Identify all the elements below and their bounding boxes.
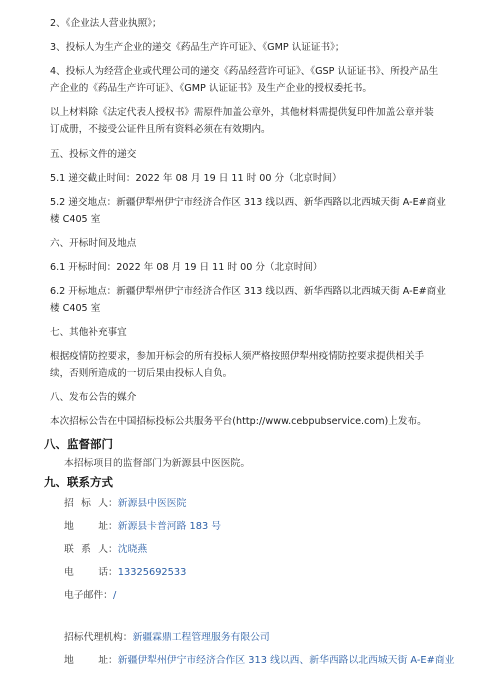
contact-email-row [64, 589, 116, 603]
supervision-heading: 八、监督部门 [44, 437, 113, 451]
colon: ： [108, 544, 118, 555]
email-value: / [112, 590, 117, 601]
agency-address-value: 新疆伊犁州伊宁市经济合作区 313 线以西、新华西路以北西城天街 A-E#商业 [117, 655, 455, 666]
address-value: 新源县卡普河路 183 号 [117, 521, 222, 532]
colon: ： [108, 498, 118, 509]
person-value: 沈晓燕 [117, 544, 148, 555]
text-line: 2、《企业法人营业执照》； [50, 18, 162, 29]
contact-phone-row [64, 566, 186, 580]
colon: ： [108, 567, 118, 578]
agency-value: 新疆霖鼎工程管理服务有限公司 [132, 632, 270, 643]
agency-address-label: 地址 [64, 655, 108, 666]
text-line: 4、投标人为经营企业或代理公司的递交《药品经营许可证》、《GSP 认证证书》、所投产品生 [50, 66, 439, 77]
section-title: 八、发布公告的媒介 [50, 392, 137, 403]
text-line: 5.1 递交截止时间：2022 年 08 月 19 日 11 时 00 分（北京时间） [50, 173, 342, 184]
text-line: 根据疫情防控要求，参加开标会的所有投标人须严格按照伊犁州疫情防控要求提供相关手 [50, 351, 425, 362]
text-line: 3、投标人为生产企业的递交《药品生产许可证》、《GMP 认证证书》； [50, 42, 345, 53]
bidder-value: 新源县中医医院 [117, 498, 187, 509]
text-line: 楼 C405 室 [50, 303, 101, 314]
colon: ： [108, 655, 118, 666]
colon: ： [108, 521, 118, 532]
text-line: 5.2 递交地点：新疆伊犁州伊宁市经济合作区 313 线以西、新华西路以北西城天街 A-E#商业 [50, 197, 446, 208]
supervision-text: 本招标项目的监督部门为新源县中医医院。 [64, 458, 251, 469]
text-line: 以上材料除《法定代表人授权书》需原件加盖公章外，其他材料需提供复印件加盖公章并装 [50, 107, 434, 118]
phone-value: 13325692533 [117, 567, 187, 578]
text-line: 6.2 开标地点：新疆伊犁州伊宁市经济合作区 313 线以西、新华西路以北西城天街 A-E#商业 [50, 286, 446, 297]
text-line: 续，否则所造成的一切后果由投标人自负。 [50, 368, 233, 379]
contact-heading: 九、联系方式 [44, 475, 113, 489]
text-line: 6.1 开标时间：2022 年 08 月 19 日 11 时 00 分（北京时间） [50, 262, 323, 273]
section-title: 五、投标文件的递交 [50, 149, 137, 160]
text-line: 订成册，不接受公证件且所有资料必须在有效期内。 [50, 124, 271, 135]
person-label: 联系人 [64, 544, 108, 555]
contact-address-row [64, 520, 221, 534]
text-line: 楼 C405 室 [50, 214, 101, 225]
email-label: 电子邮件： [64, 590, 113, 601]
bidder-label: 招标人 [64, 498, 108, 509]
agency-label: 招标代理机构： [64, 632, 133, 643]
text-line: 本次招标公告在中国招标投标公共服务平台(http://www.cebpubservice.com)上发布。 [50, 416, 427, 427]
section-title: 七、其他补充事宜 [50, 327, 127, 338]
section-title: 六、开标时间及地点 [50, 238, 137, 249]
phone-label: 电话 [64, 567, 108, 578]
contact-person-row [64, 543, 147, 557]
address-label: 地址 [64, 521, 108, 532]
contact-bidder-row [64, 497, 186, 511]
text-line: 产企业的《药品生产许可证》、《GMP 认证证书》及生产企业的授权委托书。 [50, 83, 372, 94]
agency-row [64, 631, 270, 645]
agency-address-row [64, 654, 454, 668]
